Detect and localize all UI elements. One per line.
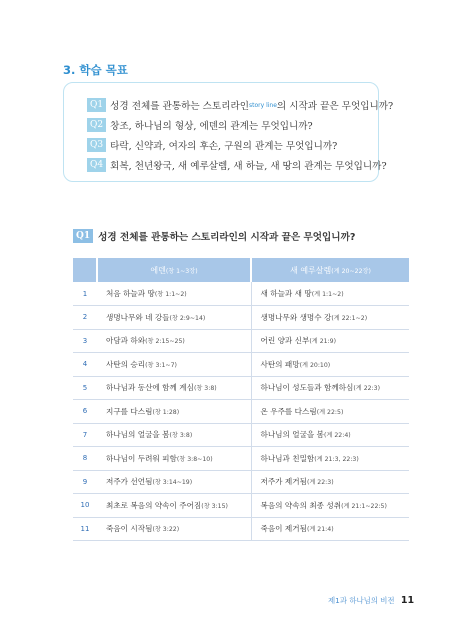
goal-text: 성경 전체를 관통하는 스토리라인 bbox=[110, 101, 250, 112]
new-jerusalem-cell: 생명나무와 생명수 강(계 22:1~2) bbox=[251, 306, 409, 330]
question-text: 성경 전체를 관통하는 스토리라인의 시작과 끝은 무엇입니까? bbox=[98, 232, 356, 243]
comparison-table bbox=[73, 258, 409, 541]
new-jerusalem-cell: 온 우주를 다스림(계 22:5) bbox=[251, 400, 409, 424]
row-number: 9 bbox=[73, 470, 97, 494]
eden-cell: 저주가 선언됨(창 3:14~19) bbox=[97, 470, 251, 494]
goal-note: story line bbox=[249, 101, 277, 109]
goal-text: 회복, 천년왕국, 새 예루살렘, 새 하늘, 새 땅의 관계는 무엇입니까? bbox=[110, 161, 387, 172]
new-jerusalem-cell: 하나님의 얼굴을 봄(계 22:4) bbox=[251, 423, 409, 447]
row-number: 7 bbox=[73, 423, 97, 447]
row-number: 10 bbox=[73, 494, 97, 518]
row-number: 2 bbox=[73, 306, 97, 330]
row-number: 8 bbox=[73, 447, 97, 471]
row-number: 3 bbox=[73, 329, 97, 353]
goal-badge: Q1 bbox=[87, 98, 106, 112]
eden-cell: 처음 하늘과 땅(창 1:1~2) bbox=[97, 282, 251, 306]
goal-item-q2 bbox=[87, 115, 378, 135]
goal-item-q3 bbox=[87, 135, 378, 155]
eden-cell: 죽음이 시작됨(창 3:22) bbox=[97, 517, 251, 541]
row-number: 6 bbox=[73, 400, 97, 424]
new-jerusalem-cell: 하나님이 성도들과 함께하심(계 22:3) bbox=[251, 376, 409, 400]
table-row bbox=[73, 447, 409, 471]
goal-text: 타락, 신약과, 여자의 후손, 구원의 관계는 무엇입니까? bbox=[110, 141, 338, 152]
eden-cell: 하나님이 두려워 피함(창 3:8~10) bbox=[97, 447, 251, 471]
learning-goals-box bbox=[63, 82, 394, 182]
eden-cell: 아담과 하와(창 2:15~25) bbox=[97, 329, 251, 353]
row-number: 5 bbox=[73, 376, 97, 400]
header-number-cell bbox=[73, 258, 97, 282]
header-eden: 에덴(창 1~3장) bbox=[97, 258, 251, 282]
eden-cell: 하나님의 얼굴을 봄(창 3:8) bbox=[97, 423, 251, 447]
goal-badge: Q2 bbox=[87, 118, 106, 132]
table-row bbox=[73, 376, 409, 400]
new-jerusalem-cell: 어린 양과 신부(계 21:9) bbox=[251, 329, 409, 353]
table-row bbox=[73, 329, 409, 353]
table-row bbox=[73, 400, 409, 424]
new-jerusalem-cell: 새 하늘과 새 땅(계 1:1~2) bbox=[251, 282, 409, 306]
page-number: 11 bbox=[400, 595, 415, 606]
table-row bbox=[73, 494, 409, 518]
table-row bbox=[73, 282, 409, 306]
table-row bbox=[73, 423, 409, 447]
new-jerusalem-cell: 죽음이 제거됨(계 21:4) bbox=[251, 517, 409, 541]
goal-item-q1 bbox=[87, 95, 394, 115]
table-row bbox=[73, 353, 409, 377]
header-new-jerusalem: 새 예루살렘(계 20~22장) bbox=[251, 258, 409, 282]
question-badge: Q1 bbox=[73, 229, 93, 243]
table-row bbox=[73, 470, 409, 494]
eden-cell: 사탄의 승리(창 3:1~7) bbox=[97, 353, 251, 377]
goal-item-q4 bbox=[87, 155, 387, 175]
new-jerusalem-cell: 하나님과 친밀함(계 21:3, 22:3) bbox=[251, 447, 409, 471]
eden-cell: 하나님과 동산에 함께 계심(창 3:8) bbox=[97, 376, 251, 400]
goal-badge: Q3 bbox=[87, 138, 106, 152]
table-header-row bbox=[73, 258, 409, 282]
row-number: 4 bbox=[73, 353, 97, 377]
row-number: 1 bbox=[73, 282, 97, 306]
eden-cell: 생명나무와 네 강들(창 2:9~14) bbox=[97, 306, 251, 330]
footer-chapter: 제1과 하나님의 비전 bbox=[328, 596, 395, 605]
new-jerusalem-cell: 복음의 약속의 최종 성취(계 21:1~22:5) bbox=[251, 494, 409, 518]
eden-cell: 최초로 복음의 약속이 주어짐(창 3:15) bbox=[97, 494, 251, 518]
eden-cell: 지구를 다스림(창 1:28) bbox=[97, 400, 251, 424]
new-jerusalem-cell: 저주가 제거됨(계 22:3) bbox=[251, 470, 409, 494]
new-jerusalem-cell: 사탄의 패망(계 20:10) bbox=[251, 353, 409, 377]
goal-badge: Q4 bbox=[87, 158, 106, 172]
table-row bbox=[73, 306, 409, 330]
row-number: 11 bbox=[73, 517, 97, 541]
table-row bbox=[73, 517, 409, 541]
section-title: 3. 학습 목표 bbox=[63, 63, 128, 77]
goal-text-tail: 의 시작과 끝은 무엇입니까? bbox=[276, 101, 394, 112]
goal-text: 창조, 하나님의 형상, 에덴의 관계는 무엇입니까? bbox=[110, 121, 313, 132]
question-heading bbox=[73, 229, 355, 243]
page-footer bbox=[328, 595, 414, 606]
